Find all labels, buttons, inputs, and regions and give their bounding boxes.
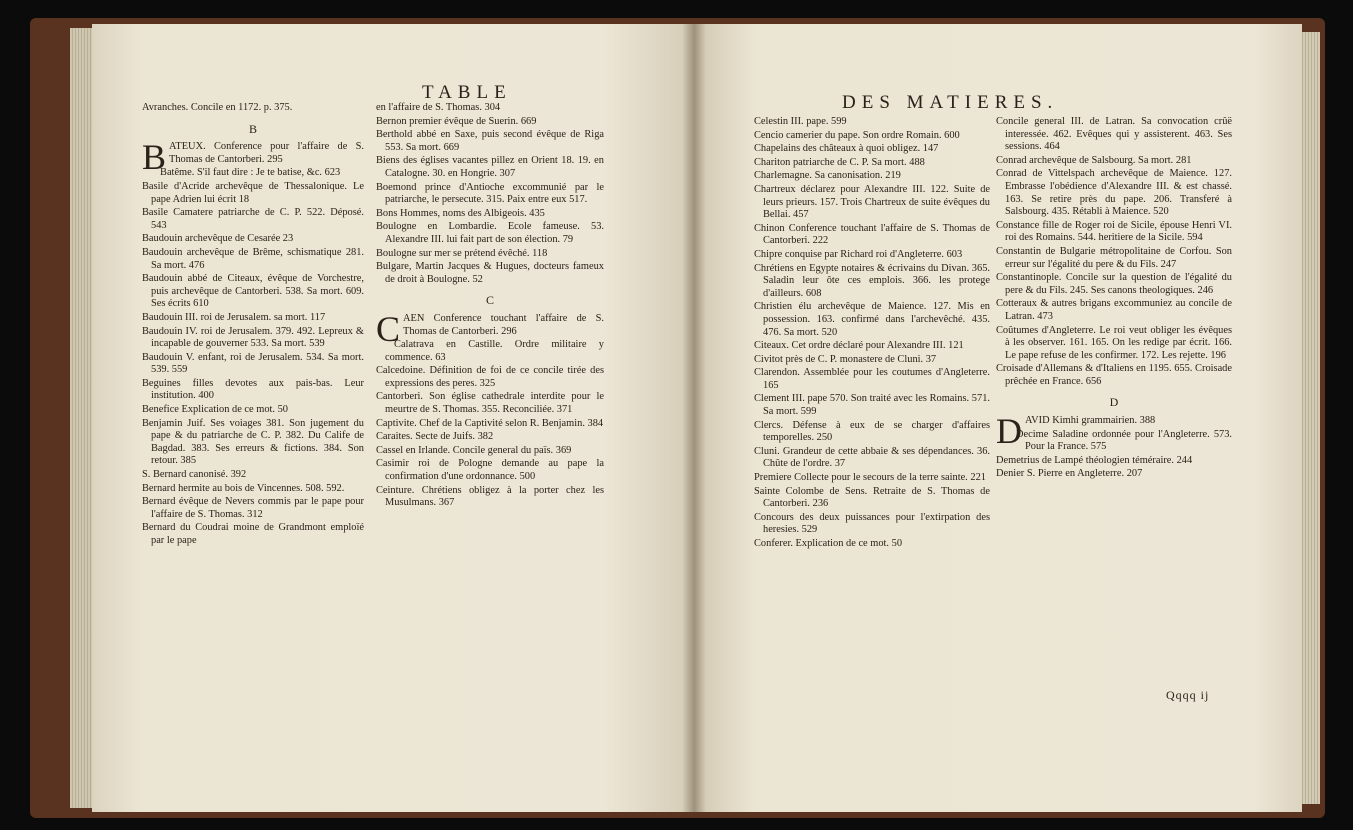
left-column-1 [142,102,364,549]
index-entry [142,352,364,377]
entry-text: AEN Conference touchant l'affaire de S. Thomas de Cantorberi. 296 [403,312,604,337]
index-entry [996,468,1232,481]
entry-text: Baudouin archevêque de Cesarée 23 [142,233,294,245]
index-entry [996,429,1232,454]
drop-cap: D [996,411,1022,452]
entry-text: Cotteraux & autres brigans excommuniez au concile de Latran. 473 [996,298,1232,322]
entry-text: Ceinture. Chrétiens obligez à la porter chez les Musulmans. 367 [376,484,604,509]
index-entry [376,248,604,261]
entry-text: Conrad de Vittelspach archevêque de Maience. 127. Embrasse l'obédience d'Alexandre III. & est chassé. 163. Se retire près du pape. 206. Transferé à Salsbourg. 435. Rétabli à Maience. 520 [996,168,1232,218]
index-entry [376,445,604,458]
section-letter: D [1109,395,1119,410]
entry-text: Concile general III. de Latran. Sa convocation crûë interessée. 462. Evêques qui y assisterent. 463. Ses sessions. 464 [996,116,1232,153]
entry-text: Baudouin V. enfant, roi de Jerusalem. 534. Sa mort. 539. 559 [142,351,364,376]
entry-text: Chartreux déclarez pour Alexandre III. 122. Suite de leurs prieurs. 157. Trois Chartreux de suite évêques du Bellai. 457 [754,183,990,221]
drop-cap: B [142,137,167,178]
index-entry [996,272,1232,297]
entry-text: Conrad archevêque de Salsbourg. Sa mort. 281 [996,154,1192,166]
entry-text: Chariton patriarche de C. P. Sa mort. 488 [754,156,925,168]
index-entry [376,261,604,286]
entry-text: Chipre conquise par Richard roi d'Angleterre. 603 [754,248,963,260]
index-entry [376,308,604,349]
right-column-2 [996,116,1232,482]
index-entry [376,431,604,444]
index-entry [754,170,990,183]
index-entry [376,102,604,115]
entry-text: Bernon premier évêque de Suerin. 669 [376,115,537,127]
index-entry [376,221,604,246]
index-entry [754,354,990,367]
index-entry [996,455,1232,468]
index-entry [754,472,990,485]
entry-text: Sainte Colombe de Sens. Retraite de S. Thomas de Cantorberi. 236 [754,485,990,510]
catchword: Qqqq ij [1166,688,1210,702]
index-entry [142,469,364,482]
entry-text: Conferer. Explication de ce mot. 50 [754,538,903,549]
entry-text: ATEUX. Conference pour l'affaire de S. Thomas de Cantorberi. 295 [169,141,364,165]
entry-text: Constantinople. Concile sur la question de l'égalité du pere & du Fils. 245. Ses canons theologiques. 246 [996,272,1232,296]
index-entry [754,263,990,301]
entry-text: Chapelains des châteaux à quoi obligez. 147 [754,143,939,155]
index-entry [376,129,604,154]
entry-text: Constantin de Bulgarie métropolitaine de Corfou. Son erreur sur l'égalité du pere & du Fils. 247 [996,245,1232,270]
index-entry [142,273,364,311]
index-entry [996,363,1232,388]
entry-text: Captivite. Chef de la Captivité selon R. Benjamin. 384 [376,417,604,429]
left-page [92,24,694,812]
entry-text: Bulgare, Martin Jacques & Hugues, docteurs fameux de droit à Boulogne. 52 [376,261,604,285]
index-entry [142,404,364,417]
entry-text: Chrétiens en Egypte notaires & écrivains du Divan. 365. Saladin leur ôte ces emplois. 366. les protege d'ailleurs. 608 [754,262,990,299]
drop-cap: C [376,308,401,349]
entry-text: Avranches. Concile en 1172. p. 375. [142,102,293,113]
entry-text: Premiere Collecte pour le secours de la terre sainte. 221 [754,472,986,484]
entry-text: Bernard du Coudrai moine de Grandmont emploïé par le pape [142,522,364,546]
entry-text: Beguines filles devotes aux pais-bas. Leur institution. 400 [142,377,364,402]
entry-text: Clement III. pape 570. Son traité avec les Romains. 571. Sa mort. 599 [754,393,990,418]
entry-text: en l'affaire de S. Thomas. 304 [376,102,501,113]
index-entry [142,247,364,272]
entry-text: Denier S. Pierre en Angleterre. 207 [996,468,1143,480]
entry-text: Constance fille de Roger roi de Sicile, épouse Henri VI. roi des Romains. 544. heritiere de la Sicile. 594 [996,219,1232,244]
index-entry [376,182,604,207]
index-entry [142,312,364,325]
entry-text: Benefice Explication de ce mot. 50 [142,404,288,416]
index-entry [754,340,990,353]
page-header-right: DES MATIERES. [842,92,1059,113]
entry-text: Cantorberi. Son église cathedrale interdite pour le meurtre de S. Thomas. 355. Reconciliée. 371 [376,391,604,416]
section-letter: B [248,121,257,136]
index-entry [754,393,990,418]
section-letter: C [485,293,494,308]
page-header-left: TABLE [422,82,512,103]
entry-text: Bernard évêque de Nevers commis par le pape pour l'affaire de S. Thomas. 312 [142,496,364,520]
index-entry [996,220,1232,245]
entry-text: Calcedoine. Définition de foi de ce concile tirée des expressions des peres. 325 [376,365,604,389]
entry-text: Baudouin archevêque de Brême, schismatique 281. Sa mort. 476 [142,246,364,271]
entry-text: Civitot près de C. P. monastere de Cluni. 37 [754,353,937,365]
index-entry [754,184,990,222]
entry-text: Demetrius de Lampé théologien téméraire. 244 [996,454,1193,466]
index-entry [996,155,1232,168]
entry-text: Clarendon. Assemblée pour les coutumes d'Angleterre. 165 [754,367,990,391]
entry-text: Boulogne sur mer se prétend évêché. 118 [376,247,548,259]
index-entry [754,116,990,129]
entry-text: Baudouin IV. roi de Jerusalem. 379. 492. Lepreux & incapable de gouverner 533. Sa mort. 539 [142,325,364,350]
entry-text: Caraites. Secte de Juifs. 382 [376,431,494,443]
index-entry [142,167,364,180]
index-entry [142,181,364,206]
index-entry [996,246,1232,271]
entry-text: Charlemagne. Sa canonisation. 219 [754,170,901,182]
entry-text: Boulogne en Lombardie. Ecole fameuse. 53. Alexandre III. lui fait part de son élection. 79 [376,221,604,245]
entry-text: Berthold abbé en Saxe, puis second évêque de Riga 553. Sa mort. 669 [376,129,604,153]
index-entry [996,325,1232,363]
entry-text: Baudouin III. roi de Jerusalem. sa mort. 117 [142,311,326,323]
entry-text: Basile d'Acride archevêque de Thessalonique. Le pape Adrien lui écrit 18 [142,180,364,205]
index-entry [142,102,364,115]
index-entry [376,116,604,129]
entry-text: Bernard hermite au bois de Vincennes. 508. 592. [142,482,345,494]
index-entry [754,420,990,445]
index-entry [754,538,990,551]
index-entry [754,223,990,248]
entry-text: Clercs. Défense à eux de se charger d'affaires temporelles. 250 [754,419,990,444]
entry-text: Decime Saladine ordonnée pour l'Angleterre. 573. Pour la France. 575 [1016,428,1232,453]
index-entry [142,378,364,403]
right-page [694,24,1302,812]
index-entry [754,157,990,170]
entry-text: Cassel en Irlande. Concile general du païs. 369 [376,444,572,456]
entry-text: Casimir roi de Pologne demande au pape la confirmation d'une ordonnance. 500 [376,458,604,483]
index-entry [754,301,990,339]
index-entry [376,155,604,180]
page-edges-left [70,28,92,808]
index-entry [376,391,604,416]
entry-text: Biens des églises vacantes pillez en Orient 18. 19. en Catalogne. 30. en Hongrie. 307 [376,155,604,179]
index-entry [376,485,604,510]
left-column-2 [376,102,604,511]
index-entry [142,496,364,521]
open-book [30,18,1325,818]
index-entry [142,326,364,351]
entry-text: Benjamin Juif. Ses voiages 381. Son jugement du pape & du patriarche de C. P. 382. Du Calife de Bagdad. 383. Ses erreurs & fictions. 384. Son retour. 385 [142,417,364,467]
index-entry [142,483,364,496]
index-entry [142,207,364,232]
book-gutter [682,24,706,812]
entry-text: Basile Camatere patriarche de C. P. 522. Déposé. 543 [142,207,364,231]
index-entry [376,458,604,483]
index-entry [376,208,604,221]
entry-text: Chinon Conference touchant l'affaire de S. Thomas de Cantorberi. 222 [754,222,990,247]
index-entry [376,365,604,390]
index-entry [754,446,990,471]
index-entry [142,522,364,547]
index-entry [142,418,364,468]
index-entry [754,367,990,392]
index-entry [376,339,604,364]
index-entry [754,486,990,511]
entry-text: Croisade d'Allemans & d'Italiens en 1195. 655. Croisade prêchée en France. 656 [996,363,1232,387]
entry-text: Celestin III. pape. 599 [754,116,847,127]
entry-text: Baudouin abbé de Citeaux, évêque de Vorchestre, puis archevêque de Cantorberi. 538. Sa mort. 609. Ses écrits 610 [142,273,364,310]
entry-text: Concours des deux puissances pour l'extirpation des heresies. 529 [754,511,990,536]
index-entry [996,116,1232,154]
entry-text: Christien élu archevêque de Maience. 127. Mis en possession. 163. confirmé dans l'archevêché. 435. 476. Sa mort. 520 [754,301,990,338]
index-entry [376,418,604,431]
index-entry [754,249,990,262]
index-entry [996,298,1232,323]
entry-text: Coûtumes d'Angleterre. Le roi veut obliger les évêques à les observer. 161. 165. On les redige par écrit. 166. Le pape refuse de les confirmer. 172. Les rejette. 196 [996,324,1232,361]
entry-text: Batême. S'il faut dire : Je te batise, &c. 623 [160,167,341,179]
index-entry [754,512,990,537]
entry-text: Cencio camerier du pape. Son ordre Romain. 600 [754,129,960,141]
entry-text: Calatrava en Castille. Ordre militaire y commence. 63 [385,339,604,363]
index-entry [142,233,364,246]
index-entry [996,168,1232,218]
right-column-1 [754,116,990,552]
entry-text: Bons Hommes, noms des Albigeois. 435 [376,207,545,219]
index-entry [754,143,990,156]
entry-text: AVID Kimhi grammairien. 388 [1025,415,1156,427]
page-edges-right [1302,32,1320,804]
entry-text: Cluni. Grandeur de cette abbaie & ses dépendances. 36. Chûte de l'ordre. 37 [754,445,990,470]
entry-text: Boemond prince d'Antioche excommunié par le patriarche, le persecute. 315. Paix entre eux 517. [376,181,604,206]
entry-text: S. Bernard canonisé. 392 [142,469,247,481]
entry-text: Citeaux. Cet ordre déclaré pour Alexandre III. 121 [754,340,964,352]
index-entry [754,130,990,143]
